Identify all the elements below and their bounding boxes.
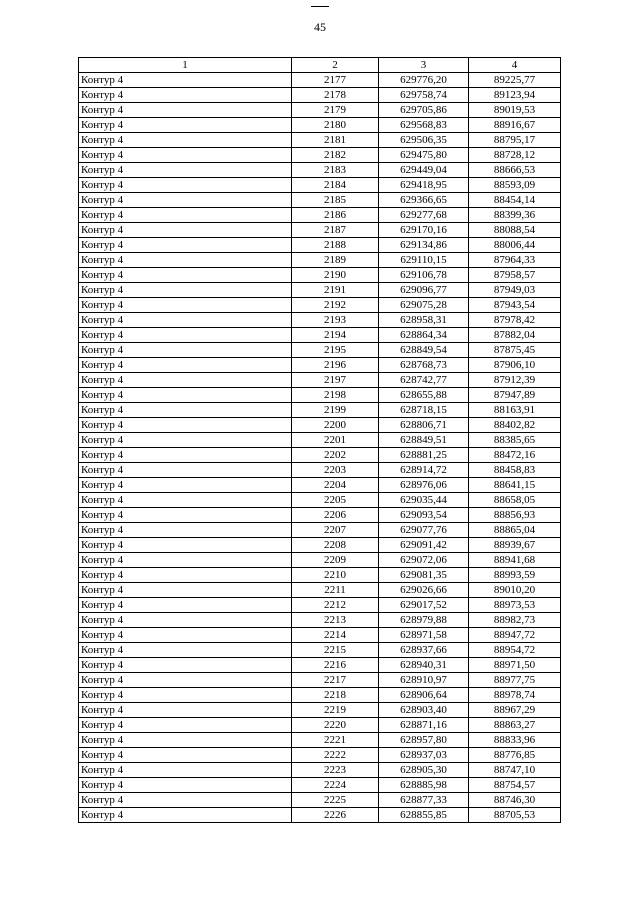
contour-name-cell: Контур 4: [79, 808, 292, 823]
y-coordinate-cell: 88916,67: [469, 118, 561, 133]
y-coordinate-cell: 89019,53: [469, 103, 561, 118]
contour-name-cell: Контур 4: [79, 793, 292, 808]
y-coordinate-cell: 87912,39: [469, 373, 561, 388]
x-coordinate-cell: 629277,68: [379, 208, 469, 223]
x-coordinate-cell: 628957,80: [379, 733, 469, 748]
contour-name-cell: Контур 4: [79, 718, 292, 733]
x-coordinate-cell: 629418,95: [379, 178, 469, 193]
point-number-cell: 2199: [292, 403, 379, 418]
contour-name-cell: Контур 4: [79, 283, 292, 298]
x-coordinate-cell: 628871,16: [379, 718, 469, 733]
y-coordinate-cell: 88973,53: [469, 598, 561, 613]
point-number-cell: 2215: [292, 643, 379, 658]
table-row: [79, 328, 561, 343]
y-coordinate-cell: 88954,72: [469, 643, 561, 658]
contour-name-cell: Контур 4: [79, 163, 292, 178]
x-coordinate-cell: 628885,98: [379, 778, 469, 793]
contour-name-cell: Контур 4: [79, 238, 292, 253]
table-row: [79, 508, 561, 523]
contour-name-cell: Контур 4: [79, 298, 292, 313]
contour-name-cell: Контур 4: [79, 523, 292, 538]
x-coordinate-cell: 629026,66: [379, 583, 469, 598]
point-number-cell: 2183: [292, 163, 379, 178]
point-number-cell: 2182: [292, 148, 379, 163]
x-coordinate-cell: 628849,54: [379, 343, 469, 358]
x-coordinate-cell: 628971,58: [379, 628, 469, 643]
y-coordinate-cell: 88593,09: [469, 178, 561, 193]
contour-name-cell: Контур 4: [79, 553, 292, 568]
contour-name-cell: Контур 4: [79, 763, 292, 778]
point-number-cell: 2186: [292, 208, 379, 223]
x-coordinate-cell: 628958,31: [379, 313, 469, 328]
point-number-cell: 2207: [292, 523, 379, 538]
table-header-row: [79, 58, 561, 73]
point-number-cell: 2208: [292, 538, 379, 553]
y-coordinate-cell: 87978,42: [469, 313, 561, 328]
contour-name-cell: Контур 4: [79, 253, 292, 268]
x-coordinate-cell: 628877,33: [379, 793, 469, 808]
table-row: [79, 463, 561, 478]
contour-name-cell: Контур 4: [79, 733, 292, 748]
contour-name-cell: Контур 4: [79, 643, 292, 658]
table-row: [79, 313, 561, 328]
contour-name-cell: Контур 4: [79, 118, 292, 133]
table-row: [79, 583, 561, 598]
table-row: [79, 268, 561, 283]
x-coordinate-cell: 628903,40: [379, 703, 469, 718]
table-row: [79, 493, 561, 508]
table-row: [79, 538, 561, 553]
table-row: [79, 733, 561, 748]
x-coordinate-cell: 628976,06: [379, 478, 469, 493]
point-number-cell: 2216: [292, 658, 379, 673]
table-row: [79, 283, 561, 298]
point-number-cell: 2190: [292, 268, 379, 283]
x-coordinate-cell: 628855,85: [379, 808, 469, 823]
x-coordinate-cell: 629075,28: [379, 298, 469, 313]
y-coordinate-cell: 89123,94: [469, 88, 561, 103]
point-number-cell: 2180: [292, 118, 379, 133]
table-row: [79, 553, 561, 568]
table-body: [79, 73, 561, 823]
contour-name-cell: Контур 4: [79, 583, 292, 598]
table-row: [79, 613, 561, 628]
y-coordinate-cell: 88982,73: [469, 613, 561, 628]
contour-name-cell: Контур 4: [79, 178, 292, 193]
contour-name-cell: Контур 4: [79, 703, 292, 718]
y-coordinate-cell: 88747,10: [469, 763, 561, 778]
point-number-cell: 2188: [292, 238, 379, 253]
y-coordinate-cell: 88746,30: [469, 793, 561, 808]
table-row: [79, 163, 561, 178]
contour-name-cell: Контур 4: [79, 658, 292, 673]
y-coordinate-cell: 88754,57: [469, 778, 561, 793]
y-coordinate-cell: 88641,15: [469, 478, 561, 493]
y-coordinate-cell: 87882,04: [469, 328, 561, 343]
point-number-cell: 2189: [292, 253, 379, 268]
x-coordinate-cell: 628849,51: [379, 433, 469, 448]
point-number-cell: 2194: [292, 328, 379, 343]
x-coordinate-cell: 628940,31: [379, 658, 469, 673]
contour-name-cell: Контур 4: [79, 613, 292, 628]
table-row: [79, 253, 561, 268]
point-number-cell: 2205: [292, 493, 379, 508]
y-coordinate-cell: 88776,85: [469, 748, 561, 763]
point-number-cell: 2185: [292, 193, 379, 208]
table-row: [79, 703, 561, 718]
table-row: [79, 568, 561, 583]
table-row: [79, 808, 561, 823]
table-row: [79, 118, 561, 133]
point-number-cell: 2201: [292, 433, 379, 448]
y-coordinate-cell: 88971,50: [469, 658, 561, 673]
table-row: [79, 643, 561, 658]
point-number-cell: 2198: [292, 388, 379, 403]
y-coordinate-cell: 87906,10: [469, 358, 561, 373]
x-coordinate-cell: 629705,86: [379, 103, 469, 118]
x-coordinate-cell: 629366,65: [379, 193, 469, 208]
y-coordinate-cell: 88978,74: [469, 688, 561, 703]
y-coordinate-cell: 87949,03: [469, 283, 561, 298]
contour-name-cell: Контур 4: [79, 478, 292, 493]
y-coordinate-cell: 88006,44: [469, 238, 561, 253]
table-row: [79, 358, 561, 373]
y-coordinate-cell: 88454,14: [469, 193, 561, 208]
point-number-cell: 2214: [292, 628, 379, 643]
table-row: [79, 778, 561, 793]
point-number-cell: 2222: [292, 748, 379, 763]
table-row: [79, 88, 561, 103]
point-number-cell: 2212: [292, 598, 379, 613]
y-coordinate-cell: 88939,67: [469, 538, 561, 553]
y-coordinate-cell: 88472,16: [469, 448, 561, 463]
y-coordinate-cell: 88795,17: [469, 133, 561, 148]
point-number-cell: 2191: [292, 283, 379, 298]
table-row: [79, 433, 561, 448]
table-row: [79, 448, 561, 463]
y-coordinate-cell: 88728,12: [469, 148, 561, 163]
y-coordinate-cell: 89225,77: [469, 73, 561, 88]
y-coordinate-cell: 88666,53: [469, 163, 561, 178]
y-coordinate-cell: 88385,65: [469, 433, 561, 448]
x-coordinate-cell: 628881,25: [379, 448, 469, 463]
point-number-cell: 2200: [292, 418, 379, 433]
point-number-cell: 2204: [292, 478, 379, 493]
contour-name-cell: Контур 4: [79, 388, 292, 403]
y-coordinate-cell: 88399,36: [469, 208, 561, 223]
table-row: [79, 178, 561, 193]
contour-name-cell: Контур 4: [79, 193, 292, 208]
column-header: 1: [79, 58, 292, 73]
x-coordinate-cell: 628914,72: [379, 463, 469, 478]
x-coordinate-cell: 629072,06: [379, 553, 469, 568]
contour-name-cell: Контур 4: [79, 538, 292, 553]
point-number-cell: 2213: [292, 613, 379, 628]
contour-name-cell: Контур 4: [79, 73, 292, 88]
x-coordinate-cell: 629096,77: [379, 283, 469, 298]
y-coordinate-cell: 88947,72: [469, 628, 561, 643]
point-number-cell: 2226: [292, 808, 379, 823]
y-coordinate-cell: 88967,29: [469, 703, 561, 718]
point-number-cell: 2217: [292, 673, 379, 688]
contour-name-cell: Контур 4: [79, 358, 292, 373]
y-coordinate-cell: 88863,27: [469, 718, 561, 733]
table-row: [79, 238, 561, 253]
point-number-cell: 2206: [292, 508, 379, 523]
point-number-cell: 2177: [292, 73, 379, 88]
table-row: [79, 793, 561, 808]
contour-name-cell: Контур 4: [79, 463, 292, 478]
table-row: [79, 343, 561, 358]
contour-name-cell: Контур 4: [79, 688, 292, 703]
table-row: [79, 628, 561, 643]
x-coordinate-cell: 629091,42: [379, 538, 469, 553]
y-coordinate-cell: 89010,20: [469, 583, 561, 598]
y-coordinate-cell: 88458,83: [469, 463, 561, 478]
table-row: [79, 673, 561, 688]
point-number-cell: 2210: [292, 568, 379, 583]
point-number-cell: 2187: [292, 223, 379, 238]
x-coordinate-cell: 629758,74: [379, 88, 469, 103]
x-coordinate-cell: 628655,88: [379, 388, 469, 403]
y-coordinate-cell: 88705,53: [469, 808, 561, 823]
point-number-cell: 2197: [292, 373, 379, 388]
x-coordinate-cell: 628937,66: [379, 643, 469, 658]
table-row: [79, 388, 561, 403]
y-coordinate-cell: 87958,57: [469, 268, 561, 283]
table-row: [79, 208, 561, 223]
contour-name-cell: Контур 4: [79, 568, 292, 583]
contour-name-cell: Контур 4: [79, 598, 292, 613]
point-number-cell: 2221: [292, 733, 379, 748]
x-coordinate-cell: 629475,80: [379, 148, 469, 163]
table-row: [79, 223, 561, 238]
x-coordinate-cell: 628864,34: [379, 328, 469, 343]
contour-name-cell: Контур 4: [79, 433, 292, 448]
point-number-cell: 2218: [292, 688, 379, 703]
table-row: [79, 73, 561, 88]
x-coordinate-cell: 629110,15: [379, 253, 469, 268]
x-coordinate-cell: 629081,35: [379, 568, 469, 583]
x-coordinate-cell: 628718,15: [379, 403, 469, 418]
y-coordinate-cell: 88833,96: [469, 733, 561, 748]
x-coordinate-cell: 628806,71: [379, 418, 469, 433]
table-row: [79, 688, 561, 703]
y-coordinate-cell: 88856,93: [469, 508, 561, 523]
x-coordinate-cell: 629106,78: [379, 268, 469, 283]
point-number-cell: 2184: [292, 178, 379, 193]
y-coordinate-cell: 88977,75: [469, 673, 561, 688]
x-coordinate-cell: 629776,20: [379, 73, 469, 88]
table-row: [79, 133, 561, 148]
contour-name-cell: Контур 4: [79, 133, 292, 148]
table-row: [79, 658, 561, 673]
point-number-cell: 2224: [292, 778, 379, 793]
contour-name-cell: Контур 4: [79, 418, 292, 433]
point-number-cell: 2223: [292, 763, 379, 778]
contour-name-cell: Контур 4: [79, 343, 292, 358]
point-number-cell: 2209: [292, 553, 379, 568]
y-coordinate-cell: 88865,04: [469, 523, 561, 538]
x-coordinate-cell: 628768,73: [379, 358, 469, 373]
contour-name-cell: Контур 4: [79, 148, 292, 163]
coordinates-table: [78, 57, 561, 823]
column-header: 2: [292, 58, 379, 73]
y-coordinate-cell: 88993,59: [469, 568, 561, 583]
y-coordinate-cell: 87964,33: [469, 253, 561, 268]
point-number-cell: 2192: [292, 298, 379, 313]
x-coordinate-cell: 629568,83: [379, 118, 469, 133]
table-row: [79, 763, 561, 778]
table-row: [79, 748, 561, 763]
contour-name-cell: Контур 4: [79, 313, 292, 328]
x-coordinate-cell: 629093,54: [379, 508, 469, 523]
y-coordinate-cell: 88941,68: [469, 553, 561, 568]
contour-name-cell: Контур 4: [79, 748, 292, 763]
contour-name-cell: Контур 4: [79, 403, 292, 418]
y-coordinate-cell: 88402,82: [469, 418, 561, 433]
x-coordinate-cell: 628979,88: [379, 613, 469, 628]
contour-name-cell: Контур 4: [79, 208, 292, 223]
table-row: [79, 403, 561, 418]
contour-name-cell: Контур 4: [79, 493, 292, 508]
table-row: [79, 598, 561, 613]
contour-name-cell: Контур 4: [79, 448, 292, 463]
point-number-cell: 2202: [292, 448, 379, 463]
x-coordinate-cell: 629506,35: [379, 133, 469, 148]
contour-name-cell: Контур 4: [79, 673, 292, 688]
point-number-cell: 2178: [292, 88, 379, 103]
contour-name-cell: Контур 4: [79, 373, 292, 388]
table-row: [79, 193, 561, 208]
y-coordinate-cell: 88088,54: [469, 223, 561, 238]
point-number-cell: 2211: [292, 583, 379, 598]
table-row: [79, 523, 561, 538]
x-coordinate-cell: 628937,03: [379, 748, 469, 763]
table-row: [79, 103, 561, 118]
table-row: [79, 373, 561, 388]
column-header: 3: [379, 58, 469, 73]
x-coordinate-cell: 628910,97: [379, 673, 469, 688]
table-row: [79, 148, 561, 163]
point-number-cell: 2220: [292, 718, 379, 733]
x-coordinate-cell: 629035,44: [379, 493, 469, 508]
y-coordinate-cell: 88658,05: [469, 493, 561, 508]
contour-name-cell: Контур 4: [79, 88, 292, 103]
page-number: 45: [314, 20, 326, 34]
y-coordinate-cell: 87947,89: [469, 388, 561, 403]
table-row: [79, 478, 561, 493]
point-number-cell: 2193: [292, 313, 379, 328]
point-number-cell: 2225: [292, 793, 379, 808]
x-coordinate-cell: 629170,16: [379, 223, 469, 238]
y-coordinate-cell: 87875,45: [469, 343, 561, 358]
x-coordinate-cell: 628905,30: [379, 763, 469, 778]
table-row: [79, 298, 561, 313]
x-coordinate-cell: 629449,04: [379, 163, 469, 178]
x-coordinate-cell: 629134,86: [379, 238, 469, 253]
point-number-cell: 2195: [292, 343, 379, 358]
table-row: [79, 718, 561, 733]
y-coordinate-cell: 88163,91: [469, 403, 561, 418]
top-dash-mark: [311, 6, 329, 7]
contour-name-cell: Контур 4: [79, 508, 292, 523]
y-coordinate-cell: 87943,54: [469, 298, 561, 313]
point-number-cell: 2203: [292, 463, 379, 478]
x-coordinate-cell: 628742,77: [379, 373, 469, 388]
x-coordinate-cell: 629077,76: [379, 523, 469, 538]
point-number-cell: 2181: [292, 133, 379, 148]
contour-name-cell: Контур 4: [79, 328, 292, 343]
contour-name-cell: Контур 4: [79, 268, 292, 283]
column-header: 4: [469, 58, 561, 73]
contour-name-cell: Контур 4: [79, 778, 292, 793]
x-coordinate-cell: 628906,64: [379, 688, 469, 703]
contour-name-cell: Контур 4: [79, 628, 292, 643]
x-coordinate-cell: 629017,52: [379, 598, 469, 613]
point-number-cell: 2179: [292, 103, 379, 118]
contour-name-cell: Контур 4: [79, 103, 292, 118]
table-row: [79, 418, 561, 433]
point-number-cell: 2196: [292, 358, 379, 373]
point-number-cell: 2219: [292, 703, 379, 718]
contour-name-cell: Контур 4: [79, 223, 292, 238]
